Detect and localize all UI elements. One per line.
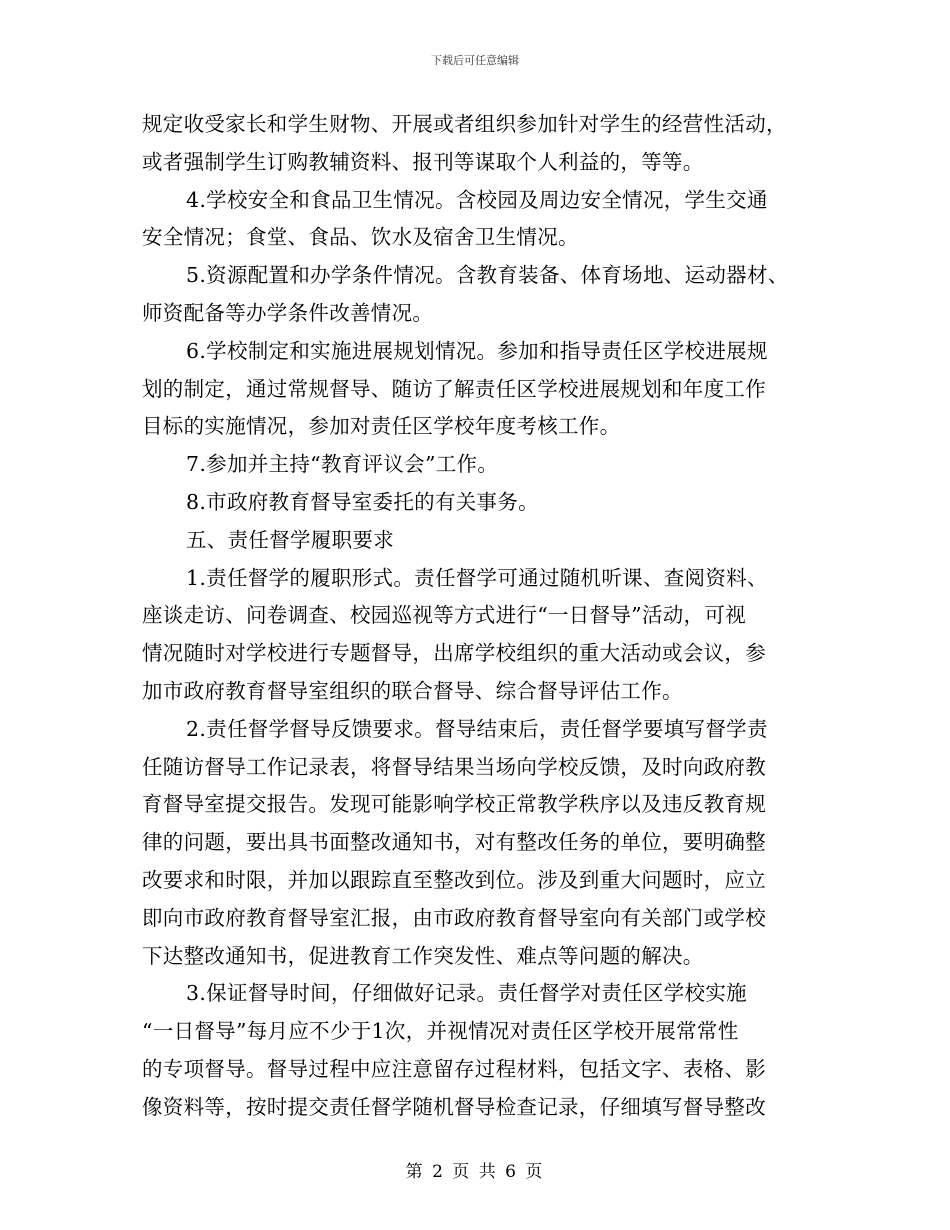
paragraph-line: “一日督导”每月应不少于1次，并视情况对责任区学校开展常常性 [142,1019,739,1044]
paragraph-line: 育督导室提交报告。发现可能影响学校正常教学秩序以及违反教育规 [142,792,766,817]
paragraph-line: 7.参加并主持“教育评议会”工作。 [186,452,499,477]
paragraph-line: 师资配备等办学条件改善情况。 [142,300,434,325]
paragraph-line: 5.资源配置和办学条件情况。含教育装备、体育场地、运动器材、 [186,263,789,288]
paragraph-line: 或者强制学生订购教辅资料、报刊等谋取个人利益的，等等。 [142,149,704,174]
paragraph-line: 加市政府教育督导室组织的联合督导、综合督导评估工作。 [142,678,683,703]
paragraph-line: 像资料等，按时提交责任督学随机督导检查记录，仔细填写督导整改 [142,1094,766,1119]
document-body [142,106,808,1127]
paragraph-line: 任随访督导工作记录表，将督导结果当场向学校反馈，及时向政府教 [142,754,766,779]
paragraph-line: 即向市政府教育督导室汇报，由市政府教育督导室向有关部门或学校 [142,905,766,930]
paragraph-line: 8.市政府教育督导室委托的有关事务。 [186,489,539,514]
section-heading: 五、责任督学履职要求 [186,527,394,552]
paragraph-line: 6.学校制定和实施进展规划情况。参加和指导责任区学校进展规 [186,338,768,363]
paragraph-line: 2.责任督学督导反馈要求。督导结束后，责任督学要填写督学责 [186,716,768,741]
paragraph-line: 划的制定，通过常规督导、随访了解责任区学校进展规划和年度工作 [142,376,766,401]
paragraph-line: 改要求和时限，并加以跟踪直至整改到位。涉及到重大问题时，应立 [142,867,766,892]
paragraph-line: 的专项督导。督导过程中应注意留存过程材料，包括文字、表格、影 [142,1056,766,1081]
paragraph-line: 目标的实施情况，参加对责任区学校年度考核工作。 [142,414,621,439]
paragraph-line: 4.学校安全和食品卫生情况。含校园及周边安全情况，学生交通 [186,187,768,212]
paragraph-line: 下达整改通知书，促进教育工作突发性、难点等问题的解决。 [142,943,704,968]
paragraph-line: 座谈走访、问卷调查、校园巡视等方式进行“一日督导”活动，可视 [142,603,746,628]
page-number: 第 2 页 共 6 页 [405,1162,545,1182]
paragraph-line: 1.责任督学的履职形式。责任督学可通过随机听课、查阅资料、 [186,565,768,590]
paragraph-line: 情况随时对学校进行专题督导，出席学校组织的重大活动或会议，参 [142,641,766,666]
paragraph-line: 安全情况；食堂、食品、饮水及宿舍卫生情况。 [142,225,579,250]
paragraph-line: 3.保证督导时间，仔细做好记录。责任督学对责任区学校实施 [186,981,747,1006]
paragraph-line: 规定收受家长和学生财物、开展或者组织参加针对学生的经营性活动， [142,112,787,136]
page-header: 下载后可任意编辑 [431,54,519,67]
paragraph-line: 律的问题，要出具书面整改通知书，对有整改任务的单位，要明确整 [142,830,766,855]
